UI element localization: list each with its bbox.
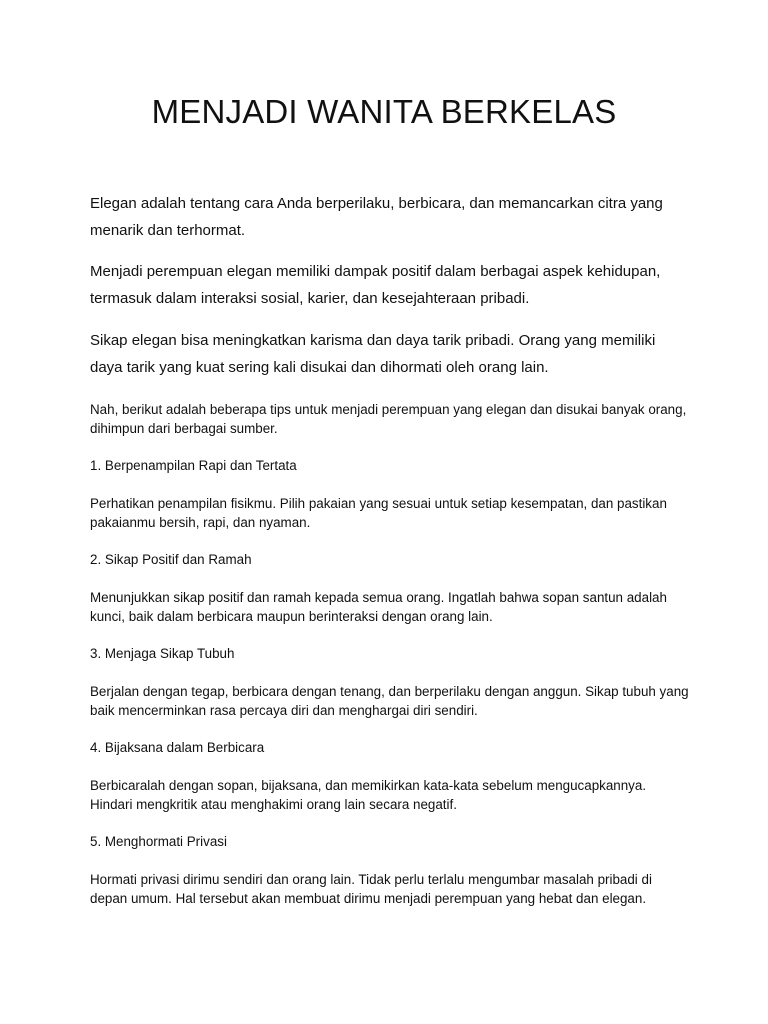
tip-text-4: Berbicaralah dengan sopan, bijaksana, dan memikirkan kata-kata sebelum mengucapkannya. Hindari mengkritik atau menghakimi orang lain secara negatif. <box>90 778 647 812</box>
intro-paragraph-2: Menjadi perempuan elegan memiliki dampak positif dalam berbagai aspek kehidupan, termasuk dalam interaksi sosial, karier, dan kesejahteraan pribadi. <box>90 263 661 307</box>
tip-text-1: Perhatikan penampilan fisikmu. Pilih pakaian yang sesuai untuk setiap kesempatan, dan pastikan pakaianmu bersih, rapi, dan nyaman. <box>90 496 667 530</box>
tip-text-3: Berjalan dengan tegap, berbicara dengan tenang, dan berperilaku dengan anggun. Sikap tubuh yang baik mencerminkan rasa percaya diri dan menghargai diri sendiri. <box>90 684 689 718</box>
tip-text-5: Hormati privasi dirimu sendiri dan orang lain. Tidak perlu terlalu mengumbar masalah pribadi di depan umum. Hal tersebut akan membuat dirimu menjadi perempuan yang hebat dan elegan. <box>90 872 652 906</box>
tip-heading-5: 5. Menghormati Privasi <box>90 834 227 849</box>
intro-paragraph-3: Sikap elegan bisa meningkatkan karisma dan daya tarik pribadi. Orang yang memiliki daya tarik yang kuat sering kali disukai dan dihormati oleh orang lain. <box>90 332 656 376</box>
document-title: MENJADI WANITA BERKELAS <box>151 93 617 130</box>
lead-paragraph: Nah, berikut adalah beberapa tips untuk menjadi perempuan yang elegan dan disukai banyak orang, dihimpun dari berbagai sumber. <box>90 402 687 436</box>
tip-heading-3: 3. Menjaga Sikap Tubuh <box>90 646 235 661</box>
tip-heading-4: 4. Bijaksana dalam Berbicara <box>90 740 265 755</box>
intro-paragraph-1: Elegan adalah tentang cara Anda berperilaku, berbicara, dan memancarkan citra yang menarik dan terhormat. <box>90 195 663 239</box>
tip-heading-1: 1. Berpenampilan Rapi dan Tertata <box>90 458 297 473</box>
tip-heading-2: 2. Sikap Positif dan Ramah <box>90 552 252 567</box>
tip-text-2: Menunjukkan sikap positif dan ramah kepada semua orang. Ingatlah bahwa sopan santun adalah kunci, baik dalam berbicara maupun berinteraksi dengan orang lain. <box>90 590 667 624</box>
